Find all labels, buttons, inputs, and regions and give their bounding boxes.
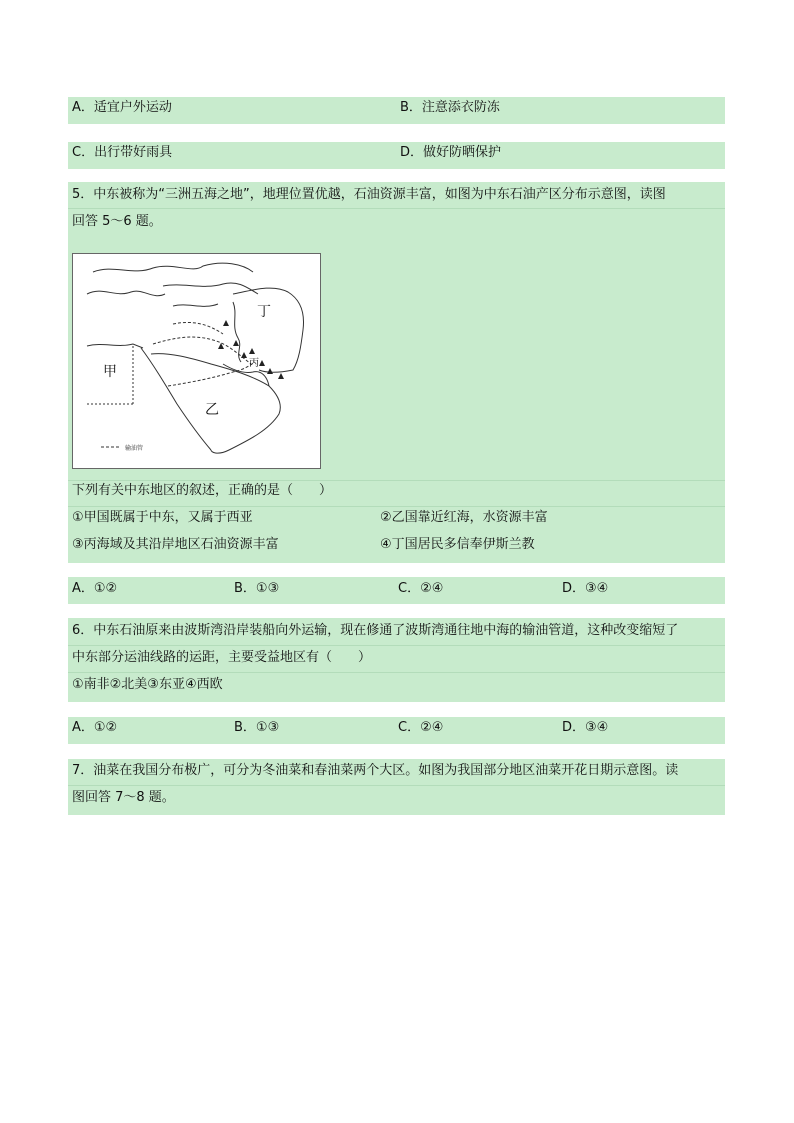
middle-east-oil-map bbox=[72, 253, 321, 469]
map-label-jia: 甲 bbox=[103, 364, 117, 380]
q4-option-d[interactable]: D．做好防晒保护 bbox=[400, 145, 502, 160]
q6-choices-row bbox=[68, 715, 725, 741]
map-figure bbox=[73, 254, 320, 468]
map-legend-label: 输油管 bbox=[125, 445, 144, 452]
q6-statement: ①南非②北美③东亚④西欧 bbox=[72, 677, 223, 692]
q5-statement-4: ④丁国居民多信奉伊斯兰教 bbox=[380, 537, 535, 552]
map-label-ding: 丁 bbox=[257, 304, 271, 320]
q6-stem-line1: 6．中东石油原来由波斯湾沿岸装船向外运输，现在修通了波斯湾通往地中海的输油管道，这种改变缩短了 bbox=[72, 623, 679, 638]
q6-choice-a[interactable]: A．①② bbox=[72, 720, 118, 735]
map-label-yi: 乙 bbox=[205, 402, 219, 418]
map-label-bing: 丙 bbox=[249, 358, 259, 369]
q5-question: 下列有关中东地区的叙述，正确的是（ ） bbox=[72, 483, 333, 498]
q6-choice-c[interactable]: C．②④ bbox=[398, 720, 444, 735]
q4-option-c[interactable]: C．出行带好雨具 bbox=[72, 145, 173, 160]
q4-option-b[interactable]: B．注意添衣防冻 bbox=[400, 100, 500, 115]
q5-choice-a[interactable]: A．①② bbox=[72, 581, 118, 596]
q7-stem-line2: 图回答 7～8 题。 bbox=[72, 790, 175, 805]
q5-stem-line2: 回答 5～6 题。 bbox=[72, 214, 162, 229]
q5-choice-b[interactable]: B．①③ bbox=[234, 581, 280, 596]
q5-choice-d[interactable]: D．③④ bbox=[562, 581, 609, 596]
q5-stem-line1: 5．中东被称为“三洲五海之地”，地理位置优越，石油资源丰富，如图为中东石油产区分布示意图，读图 bbox=[72, 187, 666, 202]
q4-option-a[interactable]: A．适宜户外运动 bbox=[72, 100, 172, 115]
q5-statement-1: ①甲国既属于中东，又属于西亚 bbox=[72, 510, 253, 525]
q4-options-row2 bbox=[68, 140, 725, 166]
q6-choice-d[interactable]: D．③④ bbox=[562, 720, 609, 735]
q6-choice-b[interactable]: B．①③ bbox=[234, 720, 280, 735]
q5-statement-3: ③丙海域及其沿岸地区石油资源丰富 bbox=[72, 537, 279, 552]
q5-choices-row bbox=[68, 576, 725, 602]
q5-divider bbox=[68, 208, 725, 209]
q5-statement-2: ②乙国靠近红海，水资源丰富 bbox=[380, 510, 548, 525]
q6-stem-line2: 中东部分运油线路的运距，主要受益地区有（ ） bbox=[72, 650, 372, 665]
q7-stem-line1: 7．油菜在我国分布极广，可分为冬油菜和春油菜两个大区。如图为我国部分地区油菜开花日期示意图。读 bbox=[72, 763, 679, 778]
q5-choice-c[interactable]: C．②④ bbox=[398, 581, 444, 596]
q4-options-row1 bbox=[68, 95, 725, 121]
